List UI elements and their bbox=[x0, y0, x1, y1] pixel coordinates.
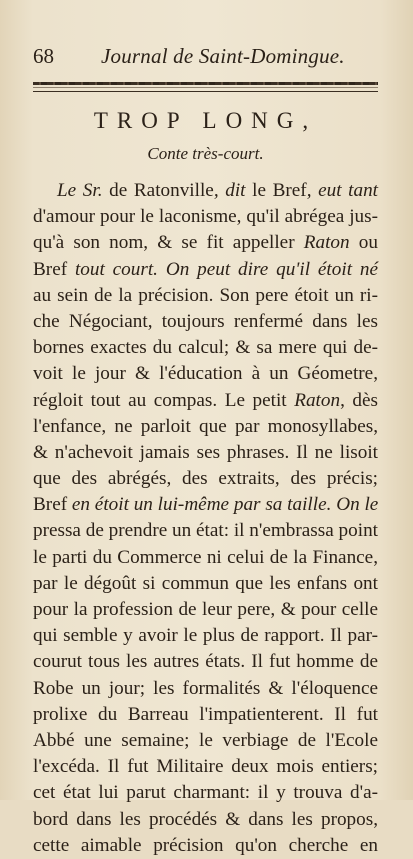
text-segment: pour la profession de leur pere, & pour celle bbox=[33, 599, 378, 620]
text-line bbox=[33, 702, 378, 728]
header-rule bbox=[33, 91, 378, 92]
italic-segment: tout court. On peut dire qu'il étoit né bbox=[67, 258, 378, 280]
text-line bbox=[33, 623, 378, 649]
story-title: TROP LONG, bbox=[93, 108, 318, 133]
italic-segment: Raton bbox=[303, 232, 350, 254]
text-segment: prolixe du Barreau l'impatienterent. Il fut bbox=[33, 703, 378, 725]
text-segment: Bref bbox=[33, 494, 68, 516]
italic-segment: , dit bbox=[213, 180, 253, 201]
text-segment: bornes exactes du calcul; & sa mere qui de- bbox=[33, 337, 378, 359]
text-line bbox=[33, 204, 378, 230]
text-segment: au sein de la précision. Son pere étoit un ri- bbox=[33, 284, 378, 306]
text-line bbox=[33, 178, 378, 204]
text-segment: de Ratonville bbox=[109, 180, 214, 201]
text-segment: cette aimable précision qu'on cherche en bbox=[33, 834, 378, 856]
text-line bbox=[33, 257, 378, 283]
page-header bbox=[33, 44, 378, 74]
text-line bbox=[33, 807, 378, 833]
text-line bbox=[33, 833, 378, 859]
text-segment: & n'achevoit jamais ses phrases. Il ne lisoit bbox=[33, 441, 378, 463]
text-line bbox=[33, 571, 378, 597]
text-segment: régloit tout au compas. Le petit bbox=[33, 389, 295, 411]
italic-segment: Raton bbox=[294, 389, 341, 411]
text-line bbox=[33, 230, 378, 256]
text-segment: qu'à son nom, & se fit appeller bbox=[33, 232, 304, 254]
body-text bbox=[33, 178, 378, 859]
text-segment: che Négociant, toujours renfermé dans les bbox=[33, 310, 378, 332]
running-head: Journal de Saint-Domingue. bbox=[101, 44, 345, 68]
text-segment: Bref bbox=[33, 258, 68, 280]
text-line bbox=[33, 414, 378, 440]
text-segment: par le dégoût si commun que les enfans ont bbox=[33, 572, 378, 594]
italic-segment: Le Sr. bbox=[57, 180, 110, 201]
text-line bbox=[33, 283, 378, 309]
text-line bbox=[33, 388, 378, 414]
text-segment: ou bbox=[349, 232, 378, 254]
text-segment: le parti du Commerce ni celui de la Finance, bbox=[33, 546, 378, 568]
text-line bbox=[33, 492, 378, 518]
text-segment: qui semble y avoir le plus de rapport. Il par- bbox=[33, 625, 378, 647]
header-rule-ornament bbox=[33, 82, 378, 85]
text-segment: l'enfance, ne parloit que par monosyllabes, bbox=[33, 415, 378, 437]
text-line bbox=[33, 780, 378, 806]
text-line bbox=[33, 440, 378, 466]
text-segment: cet état lui parut charmant: il y trouva d'a- bbox=[33, 782, 378, 804]
text-line bbox=[33, 466, 378, 492]
text-line bbox=[33, 545, 378, 571]
italic-segment: en étoit un lui-même par sa taille. On le bbox=[67, 494, 379, 516]
text-line bbox=[33, 754, 378, 780]
text-line bbox=[33, 518, 378, 544]
text-segment: d'amour pour le laconisme, qu'il abrégea jus- bbox=[33, 206, 378, 228]
text-line bbox=[33, 597, 378, 623]
text-segment: Abbé une semaine; le verbiage de l'Ecole bbox=[33, 729, 378, 751]
text-segment: bord dans les procédés & dans les propos, bbox=[33, 808, 378, 830]
story-subtitle: Conte très-court. bbox=[147, 144, 264, 163]
italic-segment: , eut tant bbox=[306, 180, 379, 201]
header-rule-thin bbox=[33, 87, 378, 88]
text-line bbox=[33, 728, 378, 754]
text-segment: le Bref bbox=[252, 180, 307, 201]
text-line bbox=[33, 676, 378, 702]
text-line bbox=[33, 649, 378, 675]
text-line bbox=[33, 335, 378, 361]
text-segment: Robe un jour; les formalités & l'éloquence bbox=[33, 677, 378, 699]
text-segment: courut tous les autres états. Il fut homme de bbox=[33, 651, 378, 673]
text-segment: pressa de prendre un état: il n'embrassa point bbox=[33, 520, 378, 542]
page-number: 68 bbox=[33, 44, 54, 68]
text-line bbox=[33, 309, 378, 335]
text-segment: voit le jour & l'éducation à un Géometre, bbox=[33, 363, 378, 385]
text-segment: que des abrégés, des extraits, des précis; bbox=[33, 468, 378, 490]
text-line bbox=[33, 361, 378, 387]
text-segment: , dès bbox=[340, 389, 379, 411]
text-segment: l'excéda. Il fut Militaire deux mois entiers; bbox=[33, 756, 378, 778]
